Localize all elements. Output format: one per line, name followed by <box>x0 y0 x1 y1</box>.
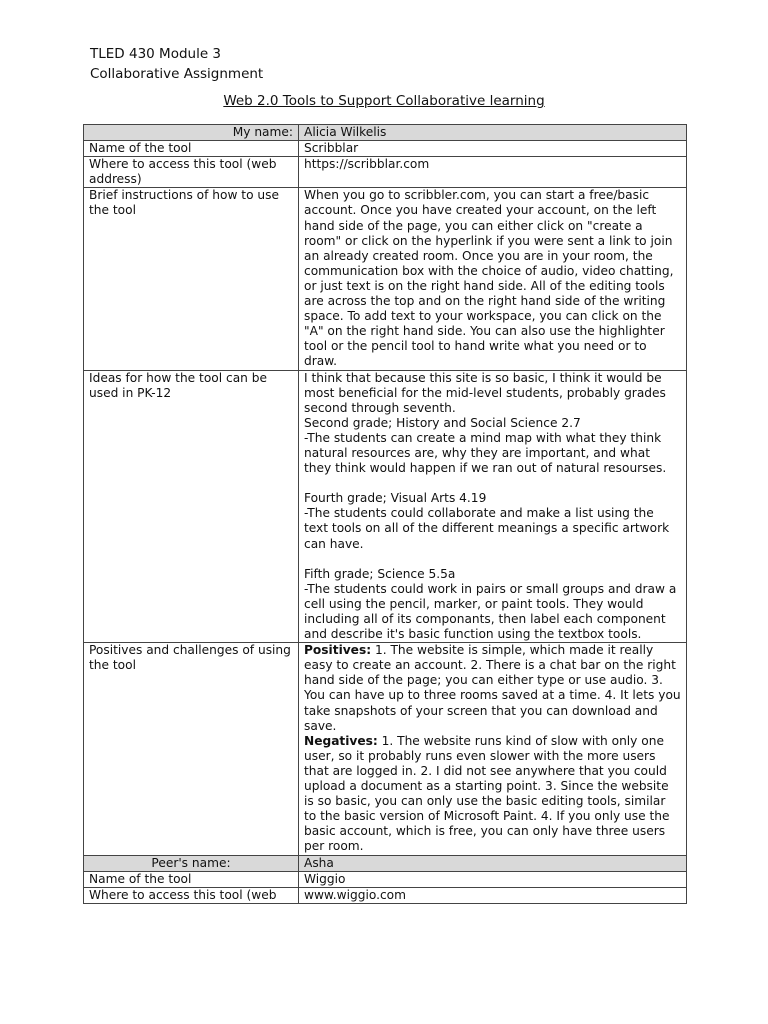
peer-name-label: Peer's name: <box>84 855 299 871</box>
access-value: https://scribblar.com <box>299 157 687 188</box>
document-header <box>90 44 263 84</box>
tool-name-label: Name of the tool <box>84 141 299 157</box>
access-label: Where to access this tool (web address) <box>84 157 299 188</box>
document-title-text: Web 2.0 Tools to Support Collaborative learning <box>223 93 545 109</box>
positives-challenges-cell <box>299 643 687 855</box>
ideas-intro: I think that because this site is so basic, I think it would be most beneficial for the mid-level students, probably grades second through seventh. <box>304 370 666 415</box>
positives-label: Positives: <box>304 643 372 658</box>
peer-name-value: Asha <box>299 855 687 871</box>
instructions-value: When you go to scribbler.com, you can start a free/basic account. Once you have created your account, on the left hand side of the page, you can either click on "create a room" or click on the hyperlink if you were sent a link to join an already created room. Once you are in your room, the communication box with the choice of audio, video chatting, or just text is on the right hand side. All of the editing tools are across the top and on the right hand side of the writing space. To add text to your workspace, you can click on the "A" on the right hand side. You can also use the highlighter tool or the pencil tool to hand write what you need or to draw. <box>299 188 687 370</box>
peer-tool-label: Name of the tool <box>84 871 299 887</box>
paragraph-gap <box>304 476 681 491</box>
table-row-instructions <box>84 188 687 370</box>
table-row-tool-name <box>84 141 687 157</box>
positives-challenges-label: Positives and challenges of using the tool <box>84 643 299 855</box>
my-name-value: Alicia Wilkelis <box>299 125 687 141</box>
peer-access-value: www.wiggio.com <box>299 887 687 903</box>
my-name-label: My name: <box>84 125 299 141</box>
ideas-label: Ideas for how the tool can be used in PK-12 <box>84 370 299 643</box>
negatives-paragraph <box>304 734 681 855</box>
assignment-title: Collaborative Assignment <box>90 66 264 82</box>
instructions-label: Brief instructions of how to use the tool <box>84 188 299 370</box>
ideas-1-heading: Second grade; History and Social Science 2.7 <box>304 415 581 430</box>
table-row-peer-tool <box>84 871 687 887</box>
document-title <box>0 91 768 111</box>
tool-name-value: Scribblar <box>299 141 687 157</box>
ideas-cell <box>299 370 687 643</box>
paragraph-gap <box>304 552 681 567</box>
table-row-access <box>84 157 687 188</box>
table-row-peer-name <box>84 855 687 871</box>
peer-access-label: Where to access this tool (web <box>84 887 299 903</box>
ideas-3-heading: Fifth grade; Science 5.5a <box>304 566 456 581</box>
negatives-label: Negatives: <box>304 733 378 748</box>
course-title: TLED 430 Module 3 <box>90 46 222 62</box>
table-row-my-name <box>84 125 687 141</box>
table-row-peer-access <box>84 887 687 903</box>
ideas-1-text: -The students can create a mind map with what they think natural resources are, why they are important, and what they think would happen if we ran out of natural resourses. <box>304 430 667 476</box>
ideas-2-heading: Fourth grade; Visual Arts 4.19 <box>304 491 487 506</box>
positives-text: 1. The website is simple, which made it really easy to create an account. 2. There is a chat bar on the right hand side of the page; you can either type or use audio. 3. You can have up to three rooms saved at a time. 4. It lets you take snapshots of your screen that you can download and save. <box>304 643 681 733</box>
ideas-2-text: -The students could collaborate and make a list using the text tools on all of the different meanings a specific artwork can have. <box>304 506 670 551</box>
peer-tool-value: Wiggio <box>299 871 687 887</box>
positives-paragraph <box>304 643 681 734</box>
table-row-ideas <box>84 370 687 643</box>
negatives-text: 1. The website runs kind of slow with only one user, so it probably runs even slower with the more users that are logged in. 2. I did not see anywhere that you could upload a document as a starting point. 3. Since the website is so basic, you can only use the basic editing tools, similar to the basic version of Microsoft Paint. 4. If you only use the basic account, which is free, you can only have three users per room. <box>304 733 670 854</box>
tool-table <box>83 124 687 904</box>
table-row-positives-challenges <box>84 643 687 855</box>
ideas-3-text: -The students could work in pairs or small groups and draw a cell using the pencil, marker, or paint tools. They would including all of its componants, then label each component and describe it's basic function using the textbox tools. <box>304 581 677 642</box>
